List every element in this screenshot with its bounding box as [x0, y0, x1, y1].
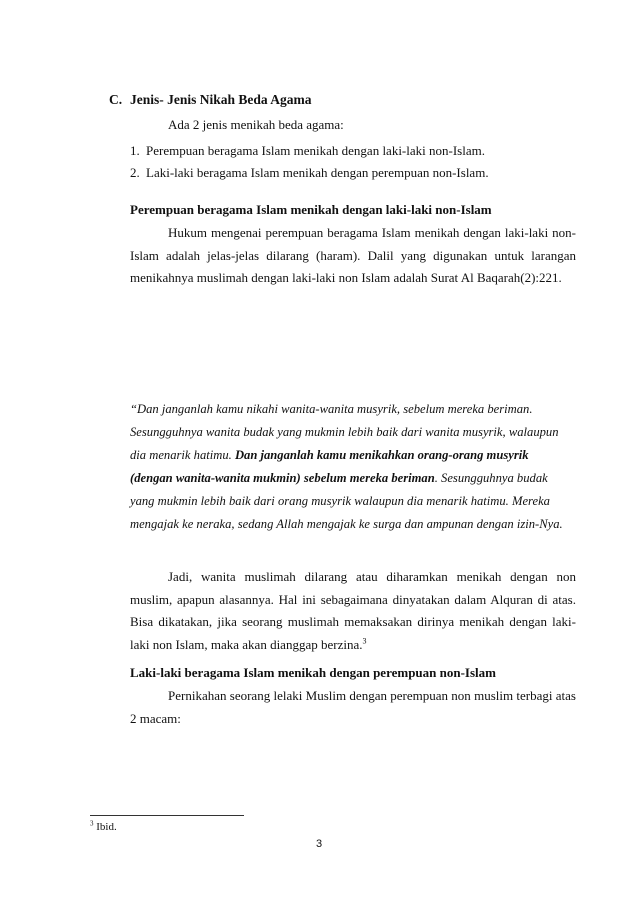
paragraph-conclusion [130, 566, 576, 656]
footnote [90, 821, 117, 833]
footnote-divider [90, 815, 244, 816]
conclusion-text: Jadi, wanita muslimah dilarang atau diharamkan menikah dengan non muslim, apapun alasannya. Hal ini sebagaimana dinyatakan dalam Alquran di atas. Bisa dikatakan, jika seorang muslimah memaksakan dirinya menikah dengan laki-laki non Islam, maka akan dianggap berzina. [130, 569, 576, 652]
list-text: Laki-laki beragama Islam menikah dengan perempuan non-Islam. [146, 165, 489, 180]
footnote-reference[interactable]: 3 [362, 636, 367, 646]
list-number: 2. [130, 165, 140, 180]
page-number: 3 [315, 838, 323, 850]
list-text: Perempuan beragama Islam menikah dengan laki-laki non-Islam. [146, 143, 485, 158]
section-letter: C. [109, 92, 123, 107]
subheading-men: Laki-laki beragama Islam menikah dengan perempuan non-Islam [130, 665, 496, 680]
quote-emphasis: (dengan wanita-wanita mukmin) sebelum mereka beriman [130, 471, 435, 485]
types-list [130, 140, 489, 184]
footnote-mark: 3 [90, 819, 94, 828]
paragraph-women: Hukum mengenai perempuan beragama Islam menikah dengan laki-laki non-Islam adalah jelas-jelas dilarang (haram). Dalil yang digunakan untuk larangan menikahnya muslimah dengan laki-laki non Islam adalah Surat Al Baqarah(2):221. [130, 225, 576, 285]
quote-line [130, 467, 576, 490]
paragraph-men: Pernikahan seorang lelaki Muslim dengan perempuan non muslim terbagi atas 2 macam: [130, 688, 576, 726]
section-title: Jenis- Jenis Nikah Beda Agama [130, 92, 312, 107]
quote-line [130, 444, 576, 467]
quote-line: mengajak ke neraka, sedang Allah mengajak ke surga dan ampunan dengan izin-Nya. [130, 517, 563, 531]
footnote-text: Ibid. [96, 821, 117, 833]
quote-text: dia menarik hatimu. [130, 448, 235, 462]
quran-quote [130, 398, 576, 536]
quote-emphasis: Dan janganlah kamu menikahkan orang-orang musyrik [234, 448, 529, 462]
list-item [130, 162, 489, 184]
section-heading [109, 92, 312, 108]
subheading-women: Perempuan beragama Islam menikah dengan laki-laki non-Islam [130, 202, 492, 217]
quote-line: “Dan janganlah kamu nikahi wanita-wanita musyrik, sebelum mereka beriman. [130, 402, 533, 416]
quote-text: . Sesungguhnya budak [434, 471, 548, 485]
quote-line: yang mukmin lebih baik dari orang musyrik walaupun dia menarik hatimu. Mereka [130, 494, 550, 508]
section-intro: Ada 2 jenis menikah beda agama: [168, 117, 344, 132]
list-item [130, 140, 489, 162]
quote-line: Sesungguhnya wanita budak yang mukmin lebih baik dari wanita musyrik, walaupun [130, 425, 559, 439]
list-number: 1. [130, 143, 140, 158]
